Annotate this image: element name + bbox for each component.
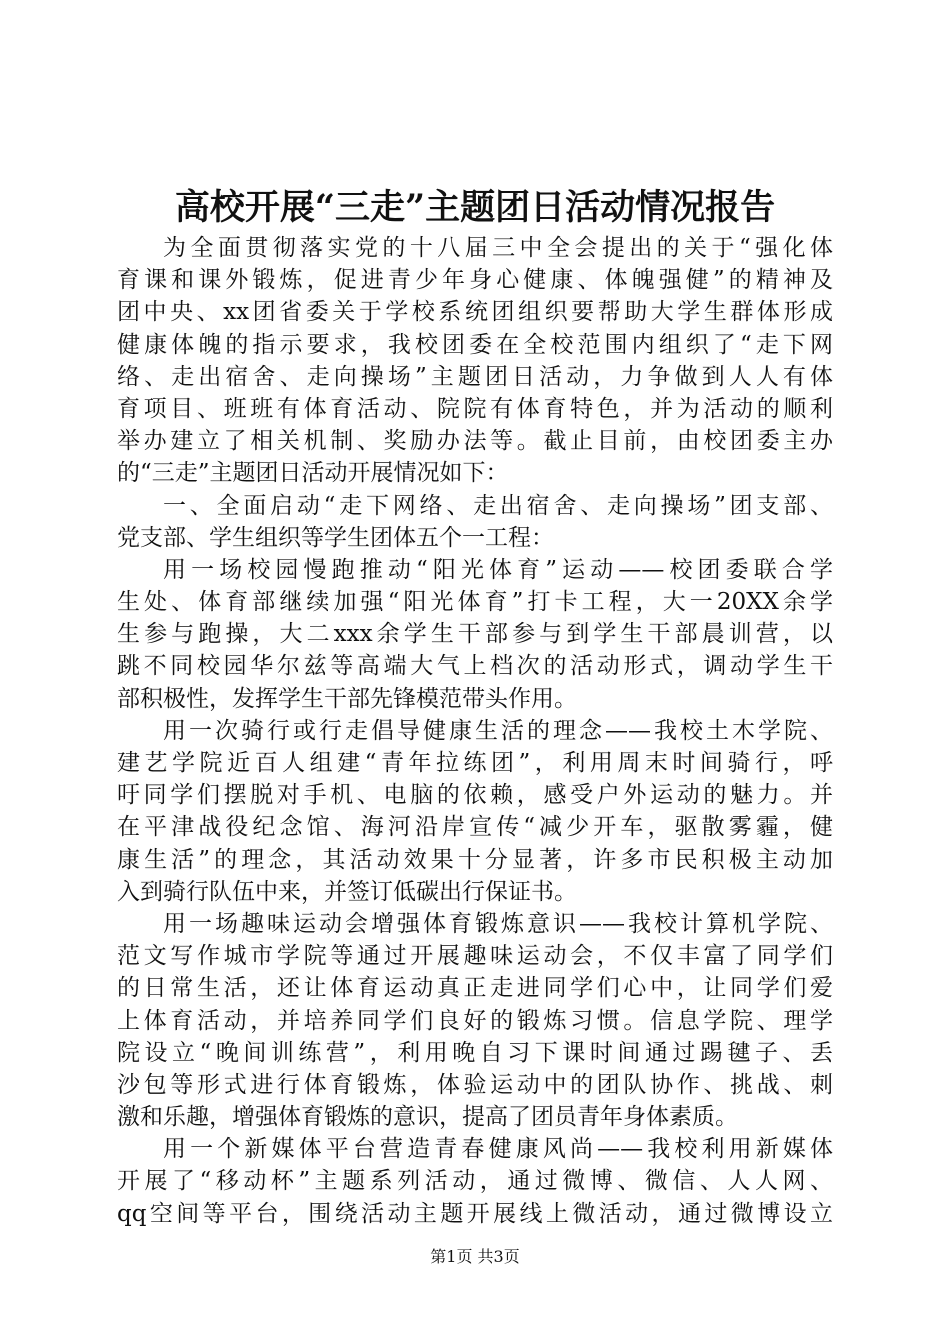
body-line: 团中央、xx团省委关于学校系统团组织要帮助大学生群体形成 [117,299,833,326]
body-line: 范文写作城市学院等通过开展趣味运动会，不仅丰富了同学们 [117,943,833,970]
body-line: 吁同学们摆脱对手机、电脑的依赖，感受户外运动的魅力。并 [117,782,833,809]
body-line: 用一次骑行或行走倡导健康生活的理念——我校土木学院、 [163,717,833,744]
body-line: 建艺学院近百人组建“青年拉练团”，利用周末时间骑行，呼 [117,750,833,776]
body-line: 上体育活动，并培养同学们良好的锻炼习惯。信息学院、理学 [117,1007,833,1034]
body-line: qq空间等平台，围绕活动主题开展线上微活动，通过微博设立 [117,1200,833,1227]
body-line: 健康体魄的指示要求，我校团委在全校范围内组织了“走下网 [117,331,833,358]
body-line: 为全面贯彻落实党的十八届三中全会提出的关于“强化体 [163,235,833,261]
body-line: 部积极性，发挥学生干部先锋模范带头作用。 [117,685,577,712]
body-line: 的“三走”主题团日活动开展情况如下： [117,460,509,487]
body-line: 用一场校园慢跑推动“阳光体育”运动——校团委联合学 [163,556,833,583]
body-line: 一、全面启动“走下网络、走出宿舍、走向操场”团支部、 [163,492,833,519]
page-number-footer: 第1页 共3页 [430,1247,520,1266]
body-line: 沙包等形式进行体育锻炼，体验运动中的团队协作、挑战、刺 [117,1071,833,1098]
body-line: 在平津战役纪念馆、海河沿岸宣传“减少开车，驱散雾霾，健 [117,814,833,841]
body-line: 用一个新媒体平台营造青春健康风尚——我校利用新媒体 [163,1136,833,1163]
body-line: 生参与跑操，大二xxx余学生干部参与到学生干部晨训营，以 [117,621,833,648]
body-line: 育课和课外锻炼，促进青少年身心健康、体魄强健”的精神及 [117,267,833,294]
body-line: 举办建立了相关机制、奖励办法等。截止目前，由校团委主办 [117,428,833,455]
document-title: 高校开展“三走”主题团日活动情况报告 [174,187,776,228]
body-line: 入到骑行队伍中来，并签订低碳出行保证书。 [117,878,577,905]
body-line: 院设立“晚间训练营”，利用晚自习下课时间通过踢毽子、丢 [117,1039,833,1066]
body-line: 育项目、班班有体育活动、院院有体育特色，并为活动的顺利 [117,395,833,422]
document-body [117,232,833,1230]
body-line: 党支部、学生组织等学生团体五个一工程： [117,524,554,551]
body-line: 跳不同校园华尔兹等高端大气上档次的活动形式，调动学生干 [117,653,833,680]
body-line: 康生活”的理念，其活动效果十分显著，许多市民积极主动加 [117,846,833,873]
body-line: 激和乐趣，增强体育锻炼的意识，提高了团员青年身体素质。 [117,1104,738,1131]
body-line: 生处、体育部继续加强“阳光体育”打卡工程，大一20XX余学 [117,589,833,616]
body-line: 用一场趣味运动会增强体育锻炼意识——我校计算机学院、 [163,910,833,937]
body-line: 络、走出宿舍、走向操场”主题团日活动，力争做到人人有体 [117,363,833,390]
body-line: 的日常生活，还让体育运动真正走进同学们心中，让同学们爱 [117,975,833,1002]
body-line: 开展了“移动杯”主题系列活动，通过微博、微信、人人网、 [117,1168,833,1195]
